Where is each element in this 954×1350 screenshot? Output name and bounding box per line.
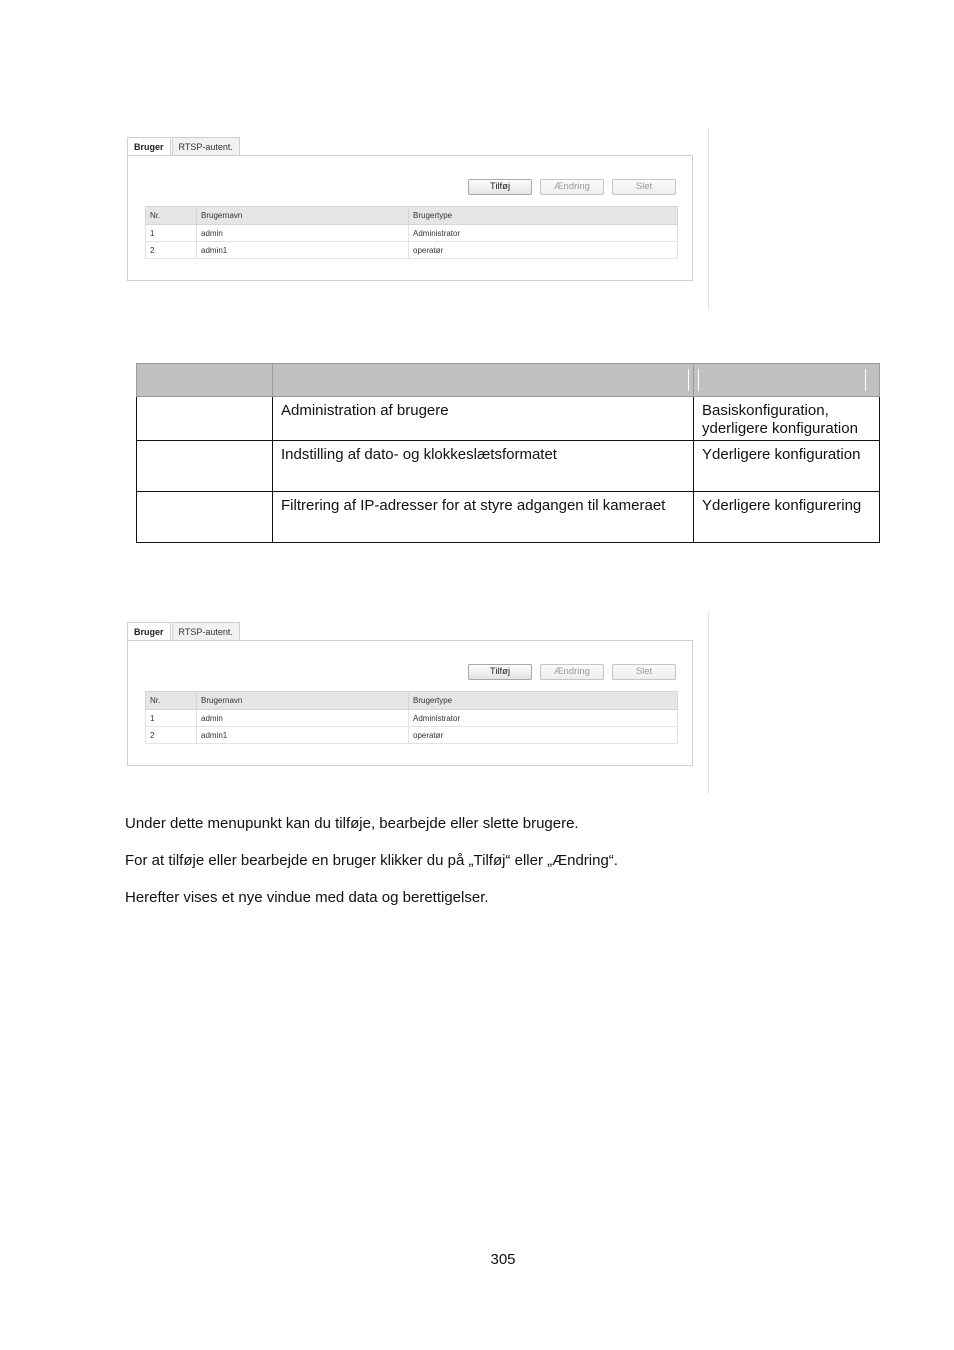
user-settings-screenshot-2: [127, 622, 694, 782]
user-panel: [127, 155, 693, 281]
user-table: [145, 206, 678, 259]
table-row[interactable]: [146, 727, 678, 744]
add-user-button[interactable]: Tilføj: [468, 664, 532, 680]
column-header-usertype: Brugertype: [409, 692, 678, 710]
delete-user-button[interactable]: Slet: [612, 179, 676, 195]
table-row[interactable]: [146, 242, 678, 259]
tab-rtsp-auth[interactable]: RTSP-autent.: [172, 622, 240, 641]
cell-nr: 2: [146, 727, 197, 744]
column-header-nr: Nr.: [146, 692, 197, 710]
cell-username: admin: [197, 225, 409, 242]
user-table: [145, 691, 678, 744]
cell-username: admin1: [197, 242, 409, 259]
tab-bruger[interactable]: Bruger: [127, 137, 171, 156]
cell-usertype: operatør: [409, 727, 678, 744]
overview-cell-mode: Yderligere konfigurering: [694, 492, 880, 543]
table-header-row: [146, 207, 678, 225]
edit-user-button[interactable]: Ændring: [540, 179, 604, 195]
column-header-username: Brugernavn: [197, 207, 409, 225]
body-paragraph: For at tilføje eller bearbejde en bruger klikker du på „Tilføj“ eller „Ændring“.: [125, 852, 618, 869]
overview-header-cell: [137, 364, 273, 397]
cell-usertype: Administrator: [409, 710, 678, 727]
table-row[interactable]: [146, 225, 678, 242]
overview-header-row: [137, 364, 880, 397]
cell-usertype: operatør: [409, 242, 678, 259]
overview-header-cell: [273, 364, 694, 397]
column-header-nr: Nr.: [146, 207, 197, 225]
overview-cell-mode: Basiskonfiguration, yderligere konfiguration: [694, 397, 880, 441]
cell-username: admin: [197, 710, 409, 727]
user-panel: [127, 640, 693, 766]
tab-bruger[interactable]: Bruger: [127, 622, 171, 641]
table-row[interactable]: [146, 710, 678, 727]
screenshot-divider: [708, 612, 709, 794]
table-row: [137, 492, 880, 543]
overview-cell-menu: [137, 492, 273, 543]
overview-cell-menu: [137, 441, 273, 492]
tab-rtsp-auth[interactable]: RTSP-autent.: [172, 137, 240, 156]
overview-cell-function: Administration af brugere: [273, 397, 694, 441]
add-user-button[interactable]: Tilføj: [468, 179, 532, 195]
screenshot-divider: [708, 128, 709, 310]
cell-nr: 1: [146, 710, 197, 727]
table-row: [137, 397, 880, 441]
body-paragraph: Herefter vises et nye vindue med data og berettigelser.: [125, 889, 489, 906]
body-paragraph: Under dette menupunkt kan du tilføje, bearbejde eller slette brugere.: [125, 815, 579, 832]
cell-username: admin1: [197, 727, 409, 744]
overview-cell-menu: [137, 397, 273, 441]
edit-user-button[interactable]: Ændring: [540, 664, 604, 680]
overview-cell-function: Filtrering af IP-adresser for at styre adgangen til kameraet: [273, 492, 694, 543]
column-header-usertype: Brugertype: [409, 207, 678, 225]
table-row: [137, 441, 880, 492]
tab-bar: [127, 137, 241, 156]
cell-nr: 1: [146, 225, 197, 242]
column-header-username: Brugernavn: [197, 692, 409, 710]
overview-cell-function: Indstilling af dato- og klokkeslætsformatet: [273, 441, 694, 492]
overview-cell-mode: Yderligere konfiguration: [694, 441, 880, 492]
overview-header-cell: [694, 364, 880, 397]
tab-bar: [127, 622, 241, 641]
overview-table: [136, 363, 880, 543]
table-header-row: [146, 692, 678, 710]
user-settings-screenshot-1: [127, 137, 694, 297]
delete-user-button[interactable]: Slet: [612, 664, 676, 680]
page-number: 305: [490, 1251, 516, 1268]
cell-usertype: Administrator: [409, 225, 678, 242]
cell-nr: 2: [146, 242, 197, 259]
